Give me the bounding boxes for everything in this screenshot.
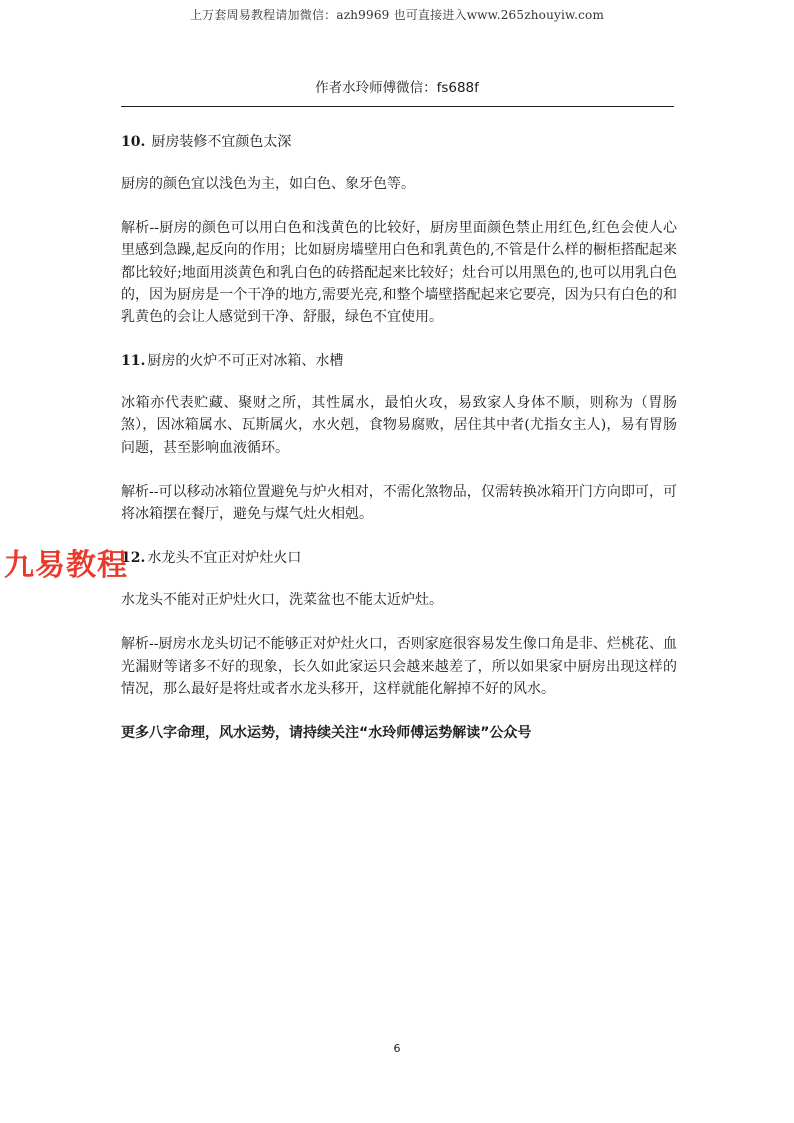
section-analysis: 解析--厨房的颜色可以用白色和浅黄色的比较好，厨房里面颜色禁止用红色,红色会使人心里感到急躁,起反向的作用；比如厨房墙壁用白色和乳黄色的,不管是什么样的橱柜搭配起来都比较好;地面用淡黄色和乳白色的砖搭配起来比较好；灶台可以用黑色的,也可以用乳白色的，因为厨房是一个干净的地方,需要光亮,和整个墙壁搭配起来它要亮，因为只有白色的和乳黄色的会让人感觉到干净、舒服，绿色不宜使用。 — [121, 220, 677, 326]
section-body: 水龙头不能对正炉灶火口，洗菜盆也不能太近炉灶。 — [121, 592, 443, 609]
section-title: 厨房装修不宜颜色太深 — [151, 134, 292, 150]
document-body — [121, 131, 677, 744]
section-body: 冰箱亦代表贮藏、聚财之所，其性属水，最怕火攻，易致家人身体不顺，则称为（胃肠煞），因冰箱属水、瓦斯属火，水火剋，食物易腐败，居住其中者(尤指女主人)，易有胃肠问题，甚至影响血液循环。 — [121, 395, 677, 456]
section-number: 10. — [121, 134, 146, 150]
section-12 — [121, 547, 677, 700]
page-number: 6 — [393, 1042, 401, 1055]
closing-note: 更多八字命理，风水运势，请持续关注“水玲师傅运势解读”公众号 — [121, 725, 532, 742]
top-banner: 上万套周易教程请加微信：azh9969 也可直接进入www.265zhouyiw.com — [189, 8, 605, 22]
header-title: 作者水玲师傅微信：fs688f — [315, 80, 479, 96]
section-11 — [121, 350, 677, 525]
header-divider — [121, 106, 674, 107]
section-analysis: 解析--厨房水龙头切记不能够正对炉灶火口，否则家庭很容易发生像口角是非、烂桃花、血光漏财等诸多不好的现象，长久如此家运只会越来越差了，所以如果家中厨房出现这样的情况，那么最好是将灶或者水龙头移开，这样就能化解掉不好的风水。 — [121, 636, 677, 697]
section-number: 12. — [121, 550, 146, 567]
section-10 — [121, 131, 677, 328]
section-title: 厨房的火炉不可正对冰箱、水槽 — [147, 353, 344, 370]
section-heading — [121, 547, 677, 569]
section-title: 水龙头不宜正对炉灶火口 — [147, 550, 302, 567]
section-heading — [121, 131, 677, 153]
section-number: 11. — [121, 353, 146, 370]
section-heading — [121, 350, 677, 372]
section-body: 厨房的颜色宜以浅色为主，如白色、象牙色等。 — [121, 176, 415, 192]
section-analysis: 解析--可以移动冰箱位置避免与炉火相对，不需化煞物品，仅需转换冰箱开门方向即可，可将冰箱摆在餐厅，避免与煤气灶火相剋。 — [121, 483, 677, 523]
watermark-logo: 九易教程 — [4, 548, 128, 583]
